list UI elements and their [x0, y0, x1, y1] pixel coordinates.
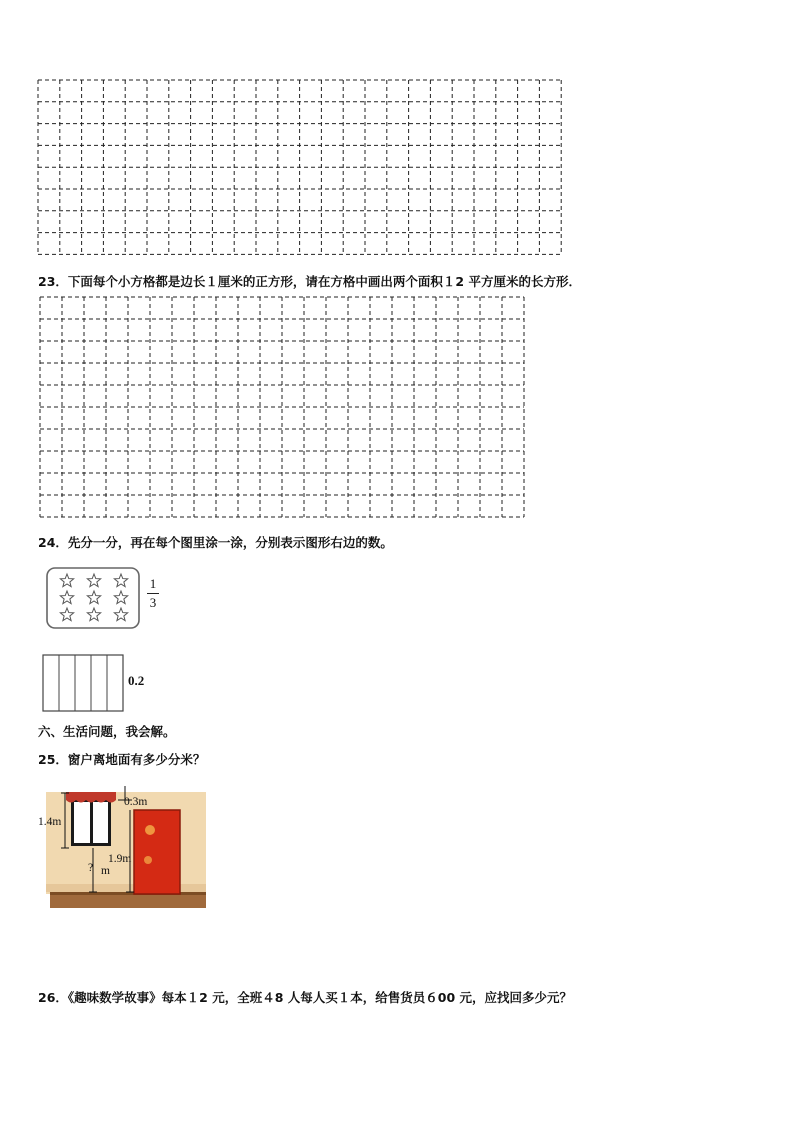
fraction-denominator: 3	[149, 595, 157, 610]
label-total-height: 1.4m	[38, 816, 62, 828]
five-strip-rectangle	[42, 654, 124, 712]
question-24: 24．先分一分，再在每个图里涂一涂，分别表示图形右边的数。	[38, 535, 393, 550]
question-26: 26．《趣味数学故事》每本１2 元，全班４8 人每人买１本，给售货员６00 元，应找回多少元？	[38, 990, 572, 1005]
dashed-grid-q23	[40, 297, 526, 519]
fraction-bar	[147, 593, 159, 594]
star-box-figure	[46, 567, 140, 629]
section-6-heading: 六、生活问题，我会解。	[38, 724, 176, 739]
fraction-one-third	[147, 576, 159, 611]
label-question-unit: m	[101, 865, 110, 877]
dashed-grid-top	[38, 80, 558, 256]
label-door-height: 1.9m	[108, 853, 132, 865]
label-question: ?	[88, 862, 94, 874]
fraction-numerator: 1	[149, 576, 157, 591]
decimal-label: 0.2	[128, 673, 145, 688]
question-23: 23．下面每个小方格都是边长１厘米的正方形，请在方格中画出两个面积１2 平方厘米的长方形．	[38, 274, 581, 289]
label-top-gap: 0.3m	[124, 796, 148, 808]
question-25: 25．窗户离地面有多少分米？	[38, 752, 206, 767]
